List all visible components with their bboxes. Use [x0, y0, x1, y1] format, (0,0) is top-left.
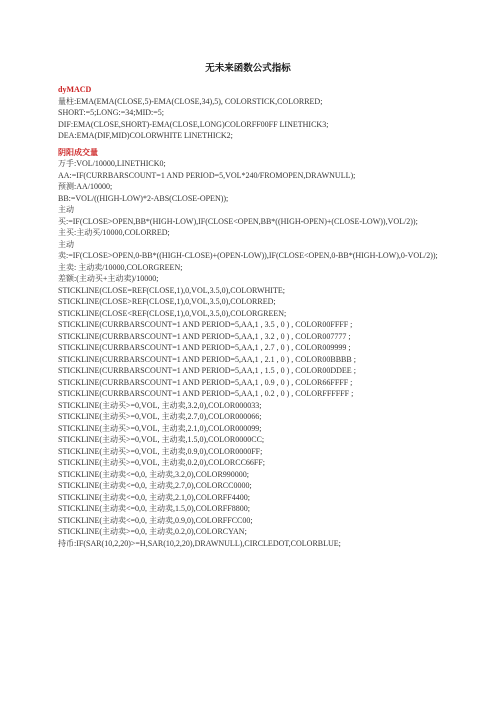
- code-line: STICKLINE(CURRBARSCOUNT=1 AND PERIOD=5,AA,1 , 2.7 , 0 ) , COLOR009999 ;: [58, 343, 351, 352]
- code-line: 主动: [58, 205, 74, 214]
- code-line: STICKLINE(CURRBARSCOUNT=1 AND PERIOD=5,AA,1 , 2.1 , 0 ) , COLOR00BBBB ;: [58, 354, 356, 364]
- code-line: 主动: [58, 239, 74, 249]
- section-heading-volume: 阴阳成交量: [58, 147, 98, 157]
- code-line: 差额:(主动买+主动卖)/10000;: [58, 274, 159, 283]
- code-line: DEA:EMA(DIF,MID)COLORWHITE LINETHICK2;: [58, 131, 233, 140]
- code-line: STICKLINE(CURRBARSCOUNT=1 AND PERIOD=5,AA,1 , 0.9 , 0 ) , COLOR66FFFF ;: [58, 377, 353, 387]
- code-line: 买:=IF(CLOSE>OPEN,BB*(HIGH-LOW),IF(CLOSE<OPEN,BB*((HIGH-OPEN)+(CLOSE-LOW)),VOL/2));: [58, 216, 418, 226]
- document-title: 无未来函数公式指标: [205, 64, 291, 74]
- code-line: STICKLINE(CLOSE>REF(CLOSE,1),0,VOL,3.5,0),COLORRED;: [58, 297, 276, 306]
- code-line: STICKLINE(CURRBARSCOUNT=1 AND PERIOD=5,AA,1 , 1.5 , 0 ) , COLOR00DDEE ;: [58, 366, 356, 375]
- code-line: STICKLINE(主动卖<=0,0, 主动卖,2.1,0),COLORFF4400;: [58, 492, 250, 502]
- document-body: [58, 84, 450, 549]
- code-line: STICKLINE(CURRBARSCOUNT=1 AND PERIOD=5,AA,1 , 3.2 , 0 ) , COLOR007777 ;: [58, 331, 351, 341]
- code-line: STICKLINE(CURRBARSCOUNT=1 AND PERIOD=5,AA,1 , 0.2 , 0 ) , COLORFFFFFF ;: [58, 389, 354, 398]
- code-line: STICKLINE(CLOSE<REF(CLOSE,1),0,VOL,3.5,0),COLORGREEN;: [58, 308, 287, 318]
- code-line: STICKLINE(主动买>=0,VOL, 主动卖,1.5,0),COLOR0000CC;: [58, 435, 265, 444]
- code-line: STICKLINE(CURRBARSCOUNT=1 AND PERIOD=5,AA,1 , 3.5 , 0 ) , COLOR00FFFF ;: [58, 320, 353, 329]
- code-line: STICKLINE(主动卖<=0,0, 主动卖,3.2,0),COLOR990000;: [58, 469, 250, 479]
- code-line: STICKLINE(主动卖<=0,0, 主动卖,2.7,0),COLORCC0000;: [58, 481, 252, 490]
- code-line: STICKLINE(主动卖<=0,0, 主动卖,0.9,0),COLORFFCC00;: [58, 515, 253, 525]
- code-line: AA:=IF(CURRBARSCOUNT=1 AND PERIOD=5,VOL*240/FROMOPEN,DRAWNULL);: [58, 170, 356, 180]
- code-line: BB:=VOL/((HIGH-LOW)*2-ABS(CLOSE-OPEN));: [58, 193, 229, 203]
- code-line: 主买:主动买/10000,COLORRED;: [58, 228, 170, 237]
- code-line: 卖:=IF(CLOSE>OPEN,0-BB*((HIGH-CLOSE)+(OPEN-LOW)),IF(CLOSE<OPEN,0-BB*(HIGH-LOW),0-VOL/2));: [58, 251, 438, 260]
- code-line: STICKLINE(主动买>=0,VOL, 主动卖,2.1,0),COLOR000099;: [58, 423, 262, 433]
- code-line: STICKLINE(主动买>=0,VOL, 主动卖,3.2,0),COLOR000033;: [58, 400, 262, 410]
- code-line: STICKLINE(主动卖<=0,0, 主动卖,1.5,0),COLORFF8800;: [58, 504, 250, 513]
- code-line: 持币:IF(SAR(10,2,20)>=H,SAR(10,2,20),DRAWNULL),CIRCLEDOT,COLORBLUE;: [58, 538, 341, 548]
- code-line: DIF:EMA(CLOSE,SHORT)-EMA(CLOSE,LONG)COLORFF00FF LINETHICK3;: [58, 119, 329, 129]
- code-line: STICKLINE(主动买>=0,VOL, 主动卖,2.7,0),COLOR000066;: [58, 412, 262, 421]
- code-line: SHORT:=5;LONG:=34;MID:=5;: [58, 108, 164, 117]
- section-heading-dymacd: dyMACD: [58, 85, 92, 94]
- code-line: STICKLINE(主动买>=0,VOL, 主动卖,0.9,0),COLOR0000FF;: [58, 446, 263, 456]
- code-line: STICKLINE(主动买>=0,VOL, 主动卖,0.2,0),COLORCC66FF;: [58, 458, 266, 467]
- code-line: 主卖: 主动卖/10000,COLORGREEN;: [58, 262, 183, 272]
- code-line: 万手:VOL/10000,LINETHICK0;: [58, 159, 166, 168]
- code-line: STICKLINE(CLOSE=REF(CLOSE,1),0,VOL,3.5,0),COLORWHITE;: [58, 285, 285, 295]
- code-line: STICKLINE(主动卖>=0,0, 主动卖,0.2,0),COLORCYAN;: [58, 527, 247, 536]
- code-line: 量柱:EMA(EMA(CLOSE,5)-EMA(CLOSE,34),5), COLORSTICK,COLORRED;: [58, 96, 323, 106]
- code-line: 预测:AA/10000;: [58, 182, 113, 191]
